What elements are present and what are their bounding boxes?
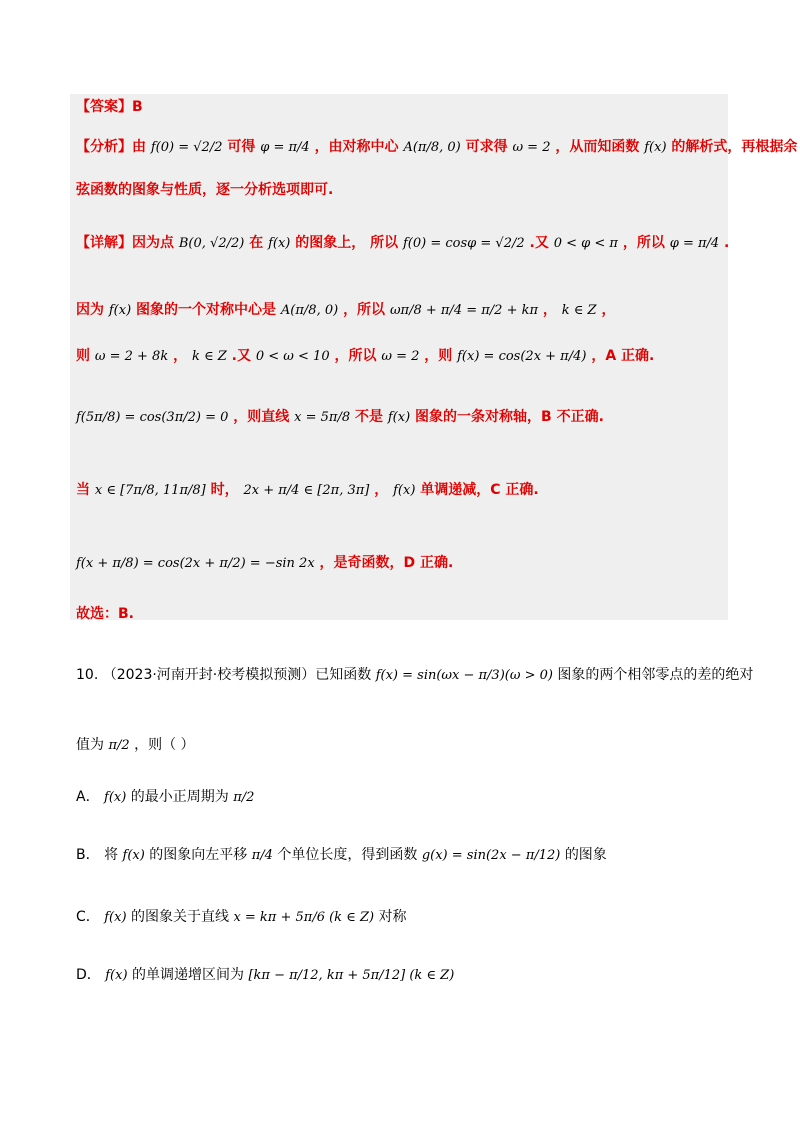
- option-text: 的图象向左平移: [149, 847, 248, 863]
- option-text: 个单位长度，得到函数: [277, 847, 418, 863]
- detail-math: x ∈ [7π/8, 11π/8]: [94, 483, 206, 498]
- detail-math: f(x): [393, 483, 416, 498]
- analysis-text: 的解析式，再根据余: [671, 139, 798, 155]
- detail-text: 的图象上， 所以: [295, 235, 399, 251]
- detail-math: ω = 2 + 8k: [94, 349, 169, 364]
- option-math: x = kπ + 5π/6 (k ∈ Z): [233, 910, 375, 925]
- detail-math: A(π/8, 0): [280, 303, 339, 318]
- analysis-math-omega: ω = 2: [512, 140, 551, 155]
- detail-label: 【详解】因为点: [76, 235, 174, 251]
- detail-text: .又: [231, 348, 251, 364]
- option-text: 的图象: [564, 847, 607, 863]
- question-text: 值为: [76, 737, 104, 753]
- option-b[interactable]: [76, 844, 607, 864]
- option-math: π/4: [251, 848, 273, 863]
- option-math: g(x) = sin(2x − π/12): [421, 848, 561, 863]
- detail-text: .: [724, 235, 730, 251]
- question-stem-line-2: [76, 734, 195, 754]
- option-label: A．: [76, 789, 100, 805]
- option-text: 的单调递增区间为: [131, 967, 244, 983]
- detail-math: x = 5π/8: [294, 410, 351, 425]
- detail-text: 时，: [210, 482, 239, 498]
- detail-math: φ = π/4: [669, 236, 720, 251]
- detail-math: f(x) = cos(2x + π/4): [457, 349, 587, 364]
- detail-line-3: [76, 346, 654, 367]
- detail-math: B(0, √2/2): [178, 236, 245, 251]
- option-text: 的最小正周期为: [130, 789, 229, 805]
- detail-text: ，是奇函数，D 正确.: [319, 555, 454, 571]
- analysis-text: 可求得: [465, 139, 508, 155]
- detail-math: f(x): [268, 236, 291, 251]
- detail-math: ωπ/8 + π/4 = π/2 + kπ: [389, 303, 539, 318]
- option-math: [kπ − π/12, kπ + 5π/12] (k ∈ Z): [248, 968, 455, 983]
- answer-label: 【答案】B: [76, 99, 143, 115]
- detail-math: f(5π/8) = cos(3π/2) = 0: [76, 410, 229, 425]
- analysis-text: 可得: [227, 139, 256, 155]
- detail-text: ，所以: [622, 235, 665, 251]
- option-text: 对称: [378, 909, 407, 925]
- analysis-label: 【分析】由: [76, 139, 146, 155]
- option-label: C．: [76, 909, 100, 925]
- detail-text: ，: [173, 348, 188, 364]
- option-c[interactable]: [76, 906, 407, 926]
- detail-math: 2x + π/4 ∈ [2π, 3π]: [243, 483, 370, 498]
- detail-text: ，: [374, 482, 389, 498]
- option-text: 的图象关于直线: [130, 909, 229, 925]
- detail-text: .又: [529, 235, 549, 251]
- detail-text: ，所以: [334, 348, 377, 364]
- detail-line-5: [76, 480, 539, 501]
- analysis-line-2: 弦函数的图象与性质，逐一分析选项即可.: [76, 182, 334, 198]
- detail-text: 在: [249, 235, 264, 251]
- detail-text: ，则直线: [233, 409, 290, 425]
- detail-math: 0 < φ < π: [553, 236, 618, 251]
- question-function: f(x) = sin(ωx − π/3)(ω > 0): [375, 668, 553, 683]
- detail-line-6: [76, 553, 453, 574]
- option-a[interactable]: [76, 786, 254, 806]
- question-number: 10.: [76, 667, 99, 683]
- detail-line-2: [76, 300, 615, 321]
- analysis-math-center: A(π/8, 0): [403, 140, 461, 155]
- final-answer: 故选：B.: [76, 606, 134, 622]
- detail-text: ，: [542, 302, 557, 318]
- detail-line-4: [76, 407, 604, 428]
- detail-math: f(x + π/8) = cos(2x + π/2) = −sin 2x: [76, 556, 315, 571]
- option-math: π/2: [233, 790, 255, 805]
- detail-text: 因为: [76, 302, 104, 318]
- detail-text: 图象的一个对称中心是: [136, 302, 277, 318]
- detail-math: f(x): [387, 410, 411, 425]
- option-math: f(x): [104, 790, 127, 805]
- detail-math: ω = 2: [381, 349, 420, 364]
- detail-text: ，A 正确.: [591, 348, 655, 364]
- detail-math: k ∈ Z: [191, 349, 227, 364]
- analysis-math-fx: f(x): [644, 140, 667, 155]
- detail-math: f(0) = cosφ = √2/2: [403, 236, 525, 251]
- detail-math: k ∈ Z: [561, 303, 597, 318]
- detail-text: 则: [76, 348, 90, 364]
- analysis-math-phi: φ = π/4: [260, 140, 310, 155]
- detail-math: 0 < ω < 10: [255, 349, 330, 364]
- detail-text: 当: [76, 482, 90, 498]
- analysis-line-1: [76, 137, 797, 158]
- analysis-math-f0: f(0) = √2/2: [150, 140, 223, 155]
- detail-line-1: [76, 233, 729, 254]
- detail-text: ，所以: [343, 302, 386, 318]
- detail-text: 不是: [355, 409, 383, 425]
- question-text: ，则（ ）: [134, 737, 195, 753]
- detail-text: 图象的一条对称轴，B 不正确.: [415, 409, 604, 425]
- question-math: π/2: [108, 738, 130, 753]
- option-math: f(x): [105, 968, 128, 983]
- detail-text: ，: [601, 302, 616, 318]
- option-math: f(x): [104, 910, 127, 925]
- analysis-text: ，由对称中心: [314, 139, 399, 155]
- option-math: f(x): [122, 848, 145, 863]
- option-text: 将: [104, 847, 119, 863]
- option-label: B．: [76, 847, 100, 863]
- detail-text: ，则: [424, 348, 453, 364]
- detail-math: f(x): [108, 303, 132, 318]
- question-text: 图象的两个相邻零点的差的绝对: [557, 667, 754, 683]
- question-stem-line-1: [76, 664, 753, 684]
- detail-text: 单调递减，C 正确.: [420, 482, 539, 498]
- analysis-text: ，从而知函数: [555, 139, 640, 155]
- option-label: D．: [76, 967, 101, 983]
- question-source: （2023·河南开封·校考模拟预测）已知函数: [102, 667, 372, 683]
- option-d[interactable]: [76, 964, 454, 984]
